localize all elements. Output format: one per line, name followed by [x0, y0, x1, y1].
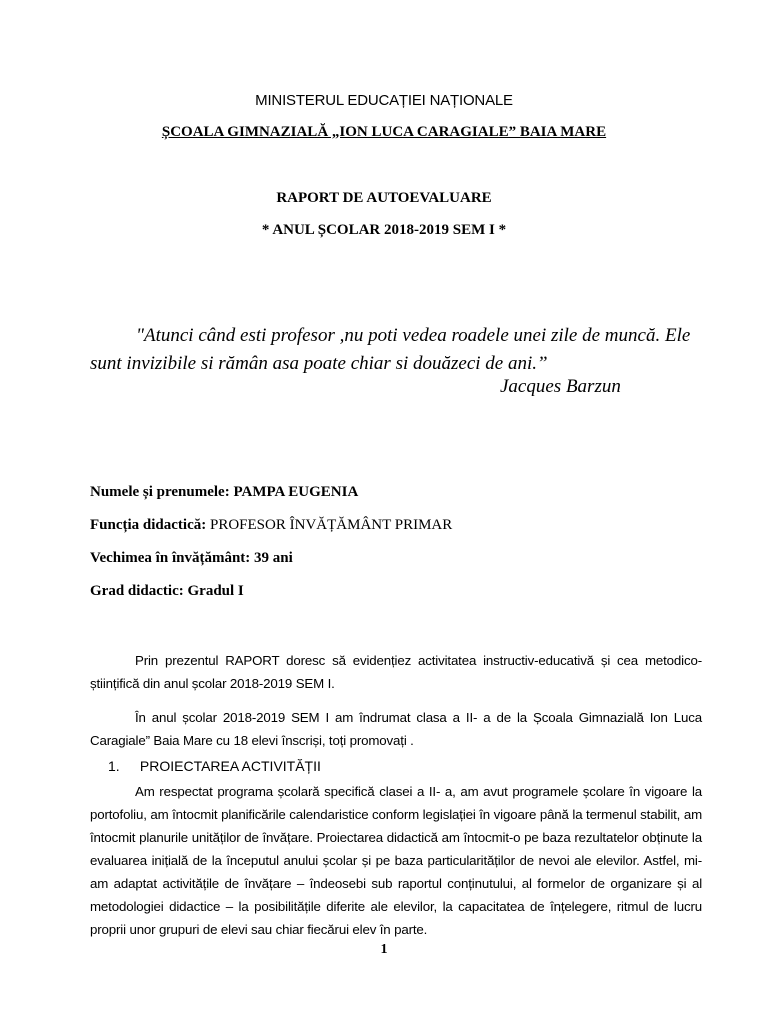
- name-field: [90, 484, 358, 501]
- section-title: PROIECTAREA ACTIVITĂȚII: [139, 758, 321, 774]
- seniority-value: 39 ani: [254, 550, 293, 566]
- function-value: PROFESOR ÎNVĂȚĂMÂNT PRIMAR: [210, 517, 453, 533]
- grade-label: Grad didactic:: [90, 583, 184, 599]
- planning-paragraph: Am respectat programa școlară specifică clasei a II- a, am avut programele școlare în vigoare la portofoliu, am întocmit planificările calendaristice conform legislației în vigoare până la termenul stabilit, am întocmit planurile unităților de învățare. Proiectarea didactică am întocmit-o pe baza rezultatelor obținute la evaluarea inițială de la începutul anului școlar și pe baza particularităților de nevoi ale elevilor. Astfel, mi-am adaptat activitățile de învățare – îndeosebi sub raportul conținutului, al formelor de organizare și al metodologiei didactice – la posibilitățile diferite ale elevilor, la capacitatea de înțelegere, ritmul de lucru proprii unor grupuri de elevi sau chiar fiecărui elev în parte.: [90, 784, 702, 937]
- function-field: [90, 517, 452, 534]
- function-label: Funcția didactică:: [90, 517, 207, 533]
- intro-paragraph: Prin prezentul RAPORT doresc să evidențiez activitatea instructiv-educativă și cea metodico-științifică din anul școlar 2018-2019 SEM I.: [90, 653, 702, 691]
- grade-field: [90, 583, 244, 600]
- school-heading: ȘCOALA GIMNAZIALĂ „ION LUCA CARAGIALE” BAIA MARE: [161, 124, 607, 140]
- quote-text: "Atunci când esti profesor ,nu poti vedea roadele unei zile de muncă. Ele sunt invizibile si rămân asa poate chiar si douăzeci de ani.”: [90, 325, 691, 374]
- section-number: 1.: [108, 758, 120, 774]
- report-title: RAPORT DE AUTOEVALUARE: [276, 190, 492, 206]
- name-label: Numele și prenumele:: [90, 484, 230, 500]
- quote-author: Jacques Barzun: [500, 376, 621, 397]
- class-paragraph: În anul școlar 2018-2019 SEM I am îndrumat clasa a II- a de la Școala Gimnazială Ion Luca Caragiale” Baia Mare cu 18 elevi înscriși, toți promovați .: [90, 710, 702, 748]
- page-number: 1: [380, 942, 388, 957]
- seniority-field: [90, 550, 293, 567]
- grade-value: Gradul I: [187, 583, 244, 599]
- school-year: * ANUL ȘCOLAR 2018-2019 SEM I *: [261, 222, 507, 238]
- seniority-label: Vechimea în învățământ:: [90, 550, 251, 566]
- section-heading: [108, 758, 321, 774]
- name-value: PAMPA EUGENIA: [233, 484, 359, 500]
- ministry-heading: MINISTERUL EDUCAȚIEI NAȚIONALE: [255, 92, 513, 109]
- motto-quote: [90, 322, 710, 378]
